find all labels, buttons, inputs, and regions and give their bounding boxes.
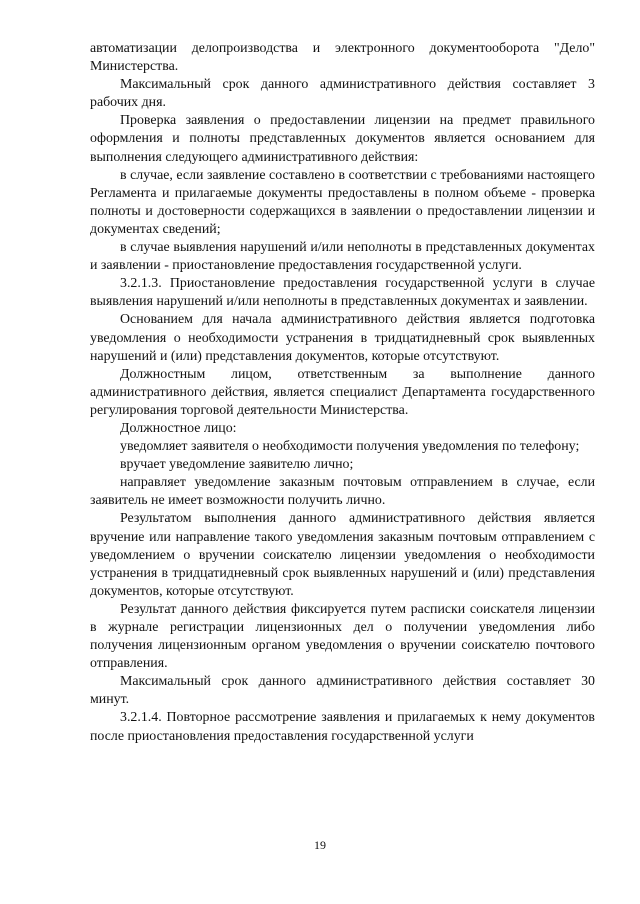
- paragraph-case-compliant: в случае, если заявление составлено в соответствии с требованиями настоящего Регламента и прилагаемые документы предоставлены в полном объеме - проверка полноты и достоверности содержащихся в заявлении о предоставлении лицензии и документах сведений;: [90, 167, 595, 237]
- paragraph-basis-for-action: Основанием для начала административного действия является подготовка уведомления о необходимости устранения в тридцатидневный срок выявленных нарушений и (или) представления документов, которые отсутствуют.: [90, 312, 595, 364]
- paragraph-max-term-30-min: Максимальный срок данного административного действия составляет 30 минут.: [90, 674, 595, 708]
- paragraph-notify-by-phone: уведомляет заявителя о необходимости получения уведомления по телефону;: [120, 439, 580, 455]
- paragraph-action-result: Результатом выполнения данного административного действия является вручение или направление такого уведомления заказным почтовым отправлением с уведомлением о вручении соискателю лицензии уведомления о необходимости устранения в тридцатидневный срок выявленных нарушений и (или) представления документов, которые отсутствуют.: [90, 511, 595, 599]
- paragraph-result-recorded: Результат данного действия фиксируется путем расписки соискателя лицензии в журнале регистрации лицензионных дел о получении уведомления либо получения лицензионным органом уведомления о вручении соискателю почтового отправления.: [90, 601, 595, 672]
- paragraph-official-label: Должностное лицо:: [120, 420, 237, 436]
- section-3-2-1-3-heading: 3.2.1.3. Приостановление предоставления государственной услуги в случае выявления нарушений и/или неполноты в представленных документах и заявлении.: [90, 276, 595, 310]
- paragraph-deliver-in-person: вручает уведомление заявителю лично;: [120, 457, 354, 473]
- paragraph-application-check: Проверка заявления о предоставлении лицензии на предмет правильного оформления и полноты представленных документов является основанием для выполнения следующего административного действия:: [90, 113, 595, 165]
- paragraph-send-by-mail: направляет уведомление заказным почтовым отправлением в случае, если заявитель не имеет возможности получить лично.: [90, 475, 595, 509]
- paragraph-continuation: автоматизации делопроизводства и электронного документооборота "Дело" Министерства.: [90, 41, 595, 75]
- paragraph-max-term-3-days: Максимальный срок данного административного действия составляет 3 рабочих дня.: [90, 77, 595, 111]
- paragraph-case-violations: в случае выявления нарушений и/или неполноты в представленных документах и заявлении - приостановление предоставления государственной услуги.: [90, 240, 595, 274]
- document-body: [90, 40, 595, 746]
- paragraph-responsible-official: Должностным лицом, ответственным за выполнение данного административного действия, является специалист Департамента государственного регулирования торговой деятельности Министерства.: [90, 366, 595, 418]
- page-number: 19: [314, 838, 326, 852]
- section-3-2-1-4-heading: 3.2.1.4. Повторное рассмотрение заявления и прилагаемых к нему документов после приостановления предоставления государственной услуги: [90, 710, 595, 744]
